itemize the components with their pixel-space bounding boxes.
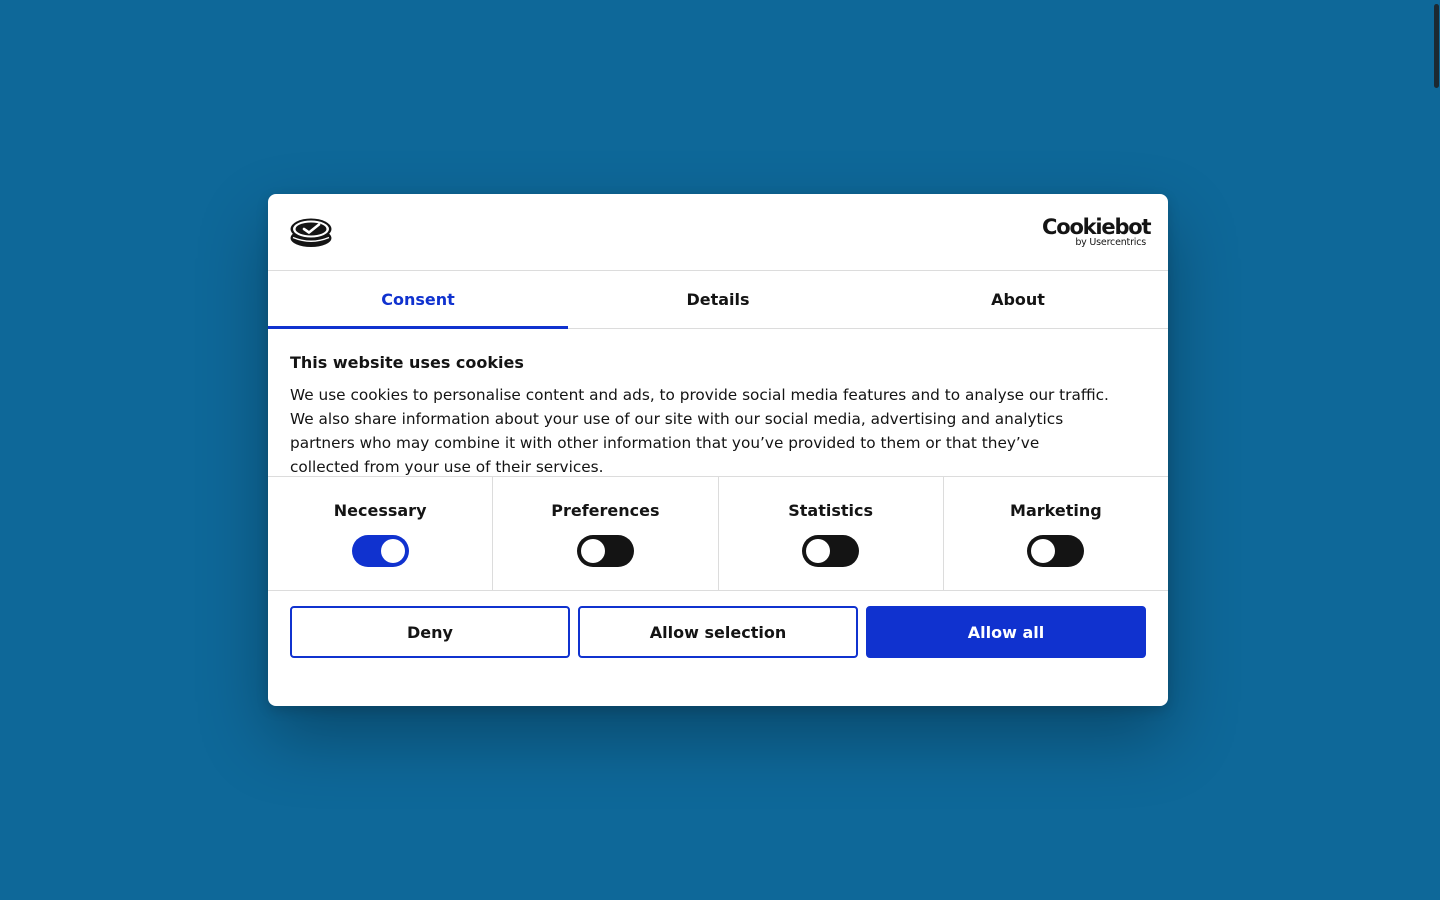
tab-about[interactable]: About xyxy=(991,290,1045,309)
toggle-knob xyxy=(581,539,605,563)
category-marketing xyxy=(944,477,1168,590)
category-preferences xyxy=(493,477,718,590)
cookie-consent-dialog xyxy=(268,194,1168,706)
dialog-tabs xyxy=(268,271,1168,329)
page-scrollbar[interactable] xyxy=(1432,0,1440,900)
brand-subtitle: by Usercentrics xyxy=(1075,237,1146,248)
tab-details[interactable]: Details xyxy=(686,290,750,309)
category-statistics-label: Statistics xyxy=(788,501,873,520)
category-statistics xyxy=(719,477,944,590)
allow-all-button[interactable]: Allow all xyxy=(866,606,1146,658)
category-necessary xyxy=(268,477,493,590)
necessary-toggle[interactable] xyxy=(352,535,409,567)
category-necessary-label: Necessary xyxy=(333,501,427,520)
cookie-logo-icon xyxy=(290,216,332,248)
brand-name: Cookiebot xyxy=(1042,215,1151,239)
dialog-actions xyxy=(268,591,1168,658)
dialog-header xyxy=(268,194,1168,271)
scrollbar-thumb[interactable] xyxy=(1434,4,1439,88)
deny-button[interactable]: Deny xyxy=(290,606,570,658)
marketing-toggle[interactable] xyxy=(1027,535,1084,567)
preferences-toggle[interactable] xyxy=(577,535,634,567)
toggle-knob xyxy=(1031,539,1055,563)
toggle-knob xyxy=(381,539,405,563)
consent-heading: This website uses cookies xyxy=(290,353,524,372)
toggle-knob xyxy=(806,539,830,563)
allow-selection-button[interactable]: Allow selection xyxy=(578,606,858,658)
cookiebot-brand-logo[interactable] xyxy=(1042,215,1151,248)
cookie-category-toggles xyxy=(268,477,1168,591)
tab-consent[interactable]: Consent xyxy=(268,271,568,328)
statistics-toggle[interactable] xyxy=(802,535,859,567)
consent-body xyxy=(268,329,1168,477)
category-marketing-label: Marketing xyxy=(1010,501,1102,520)
consent-description: We use cookies to personalise content and ads, to provide social media features and to analyse our traffic. We also share information about your use of our site with our social media, advertising and analytics partners who may combine it with other information that you’ve provided to them or that they’ve collected from your use of their services. xyxy=(290,386,1109,476)
category-preferences-label: Preferences xyxy=(551,501,660,520)
